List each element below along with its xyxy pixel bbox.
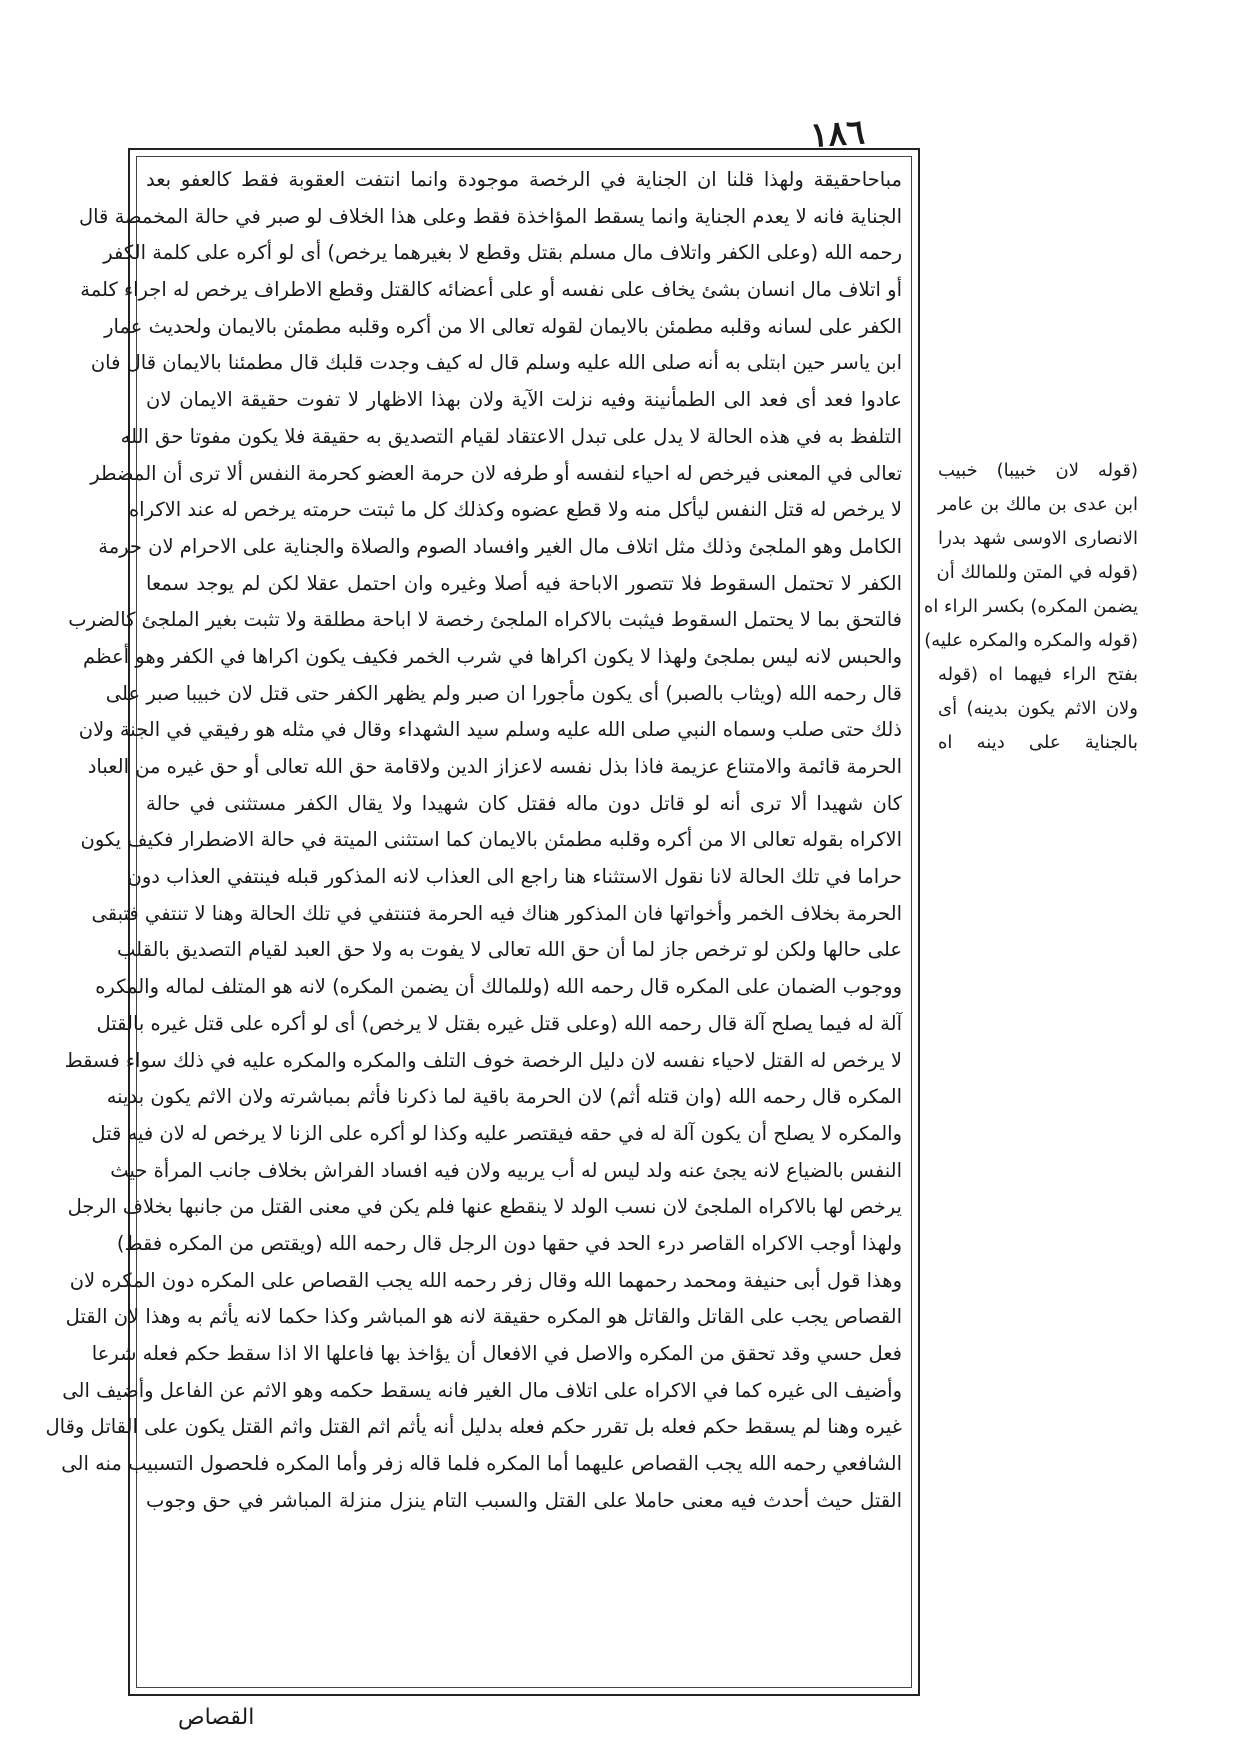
text-line: النفس بالضياع لانه يجئ عنه ولد ليس له أب يربيه ولان فيه افساد الفراش بخلاف جانب المرأة حيث <box>110 1158 902 1182</box>
text-line: الحرمة قائمة والامتناع عزيمة فاذا بذل نفسه لاعزاز الدين ولاقامة حق الله تعالى أو حق غيره من العباد <box>87 755 902 778</box>
text-line: الكفر على لسانه وقلبه مطمئن بالايمان لقوله تعالى الا من أكره وقلبه مطمئن بالايمان ولحديث عمار <box>104 314 902 338</box>
text-line: آلة له فيما يصلح آلة قال رحمه الله (وعلى قتل غيره بقتل لا يرخص) أى لو أكره على قتل غيره بالقتل <box>96 1011 902 1035</box>
margin-note-line: (قوله والمكره والمكره عليه) <box>924 630 1138 651</box>
margin-note-line: بفتح الراء فيهما اه (قوله <box>938 664 1138 685</box>
margin-note-line: (قوله في المتن وللمالك أن <box>936 562 1138 583</box>
text-line: القتل حيث أحدث فيه معنى حاملا على القتل والسبب التام ينزل منزلة المباشر في حق وجوب <box>146 1488 902 1512</box>
margin-note-line: بالجناية على دينه اه <box>938 732 1138 753</box>
text-line: الكامل وهو الملجئ وذلك مثل اتلاف مال الغير وافساد الصوم والصلاة والجناية على الاحرام لان حرمة <box>98 534 902 558</box>
text-line: الاكراه بقوله تعالى الا من أكره وقلبه مطمئن بالايمان كما استثنى الميتة في حالة الاضطرار فكيف يكون <box>80 828 902 852</box>
text-line: يرخص لها بالاكراه الملجئ لان نسب الولد لا ينقطع عنها فلم يكن في معنى القتل من جانبها بخلاف الرجل <box>67 1195 902 1219</box>
text-line: ابن ياسر حين ابتلى به أنه صلى الله عليه وسلم قال له كيف وجدت قلبك قال مطمئنا بالايمان قال فان <box>90 351 902 375</box>
text-line: مباحاحقيقة ولهذا قلنا ان الجناية في الرخصة موجودة وانما انتفت العقوبة فقط كالعفو بعد <box>146 168 902 191</box>
text-line: ووجوب الضمان على المكره قال رحمه الله (وللمالك أن يضمن المكره) لانه هو المتلف لماله والمكره <box>95 975 902 999</box>
text-line: ولهذا أوجب الاكراه القاصر درء الحد في حقها دون الرجل قال رحمه الله (ويقتص من المكره فقط) <box>116 1231 902 1255</box>
text-line: فالتحق بما لا يحتمل السقوط فيثبت بالاكراه الملجئ رخصة لا اباحة مطلقة ولا تثبت بغير الملجئ كالضرب <box>68 608 902 632</box>
text-line: أو اتلاف مال انسان بشئ يخاف على نفسه أو على أعضائه كالقتل وقطع الاطراف يرخص له اجراء كلمة <box>80 278 902 302</box>
text-line: والحبس لانه ليس بملجئ ولهذا لا يكون اكراها في شرب الخمر فكيف يكون اكراها في الكفر وهو أعظم <box>83 644 902 668</box>
page-number: ١٨٦ <box>808 112 867 156</box>
margin-note-line: ابن عدى بن مالك بن عامر <box>938 494 1138 515</box>
text-line: ذلك حتى صلب وسماه النبي صلى الله عليه وسلم سيد الشهداء وقال في مثله هو رفيقي في الجنة ولان <box>78 718 902 742</box>
margin-note-line: (قوله لان خبيبا) خبيب <box>938 460 1138 481</box>
margin-note-line: ولان الاثم يكون بدينه) أى <box>938 698 1138 719</box>
text-line: لا يرخص له القتل لاحياء نفسه لان دليل الرخصة خوف التلف والمكره والمكره عليه في ذلك سواء فسقط <box>64 1048 902 1072</box>
text-line: تعالى في المعنى فيرخص له احياء لنفسه أو طرفه لان حرمة العضو كحرمة النفس ألا ترى أن المضطر <box>90 461 902 485</box>
text-line: الكفر لا تحتمل السقوط فلا تتصور الاباحة فيه أصلا وغيره وان احتمل عقلا لكن لم يوجد سمعا <box>146 571 902 595</box>
text-line: وهذا قول أبى حنيفة ومحمد رحمهما الله وقال زفر رحمه الله يجب القصاص على المكره دون المكره لان <box>69 1268 902 1292</box>
text-line: حراما في تلك الحالة لانا نقول الاستثناء هنا راجع الى العذاب لانه المذكور قبله فينتفي العذاب دون <box>127 865 902 889</box>
text-line: رحمه الله (وعلى الكفر واتلاف مال مسلم بقتل وقطع لا بغيرهما يرخص) أى لو أكره على كلمة الكفر <box>103 241 902 265</box>
text-line: والمكره لا يصلح أن يكون آلة له في حقه فيقتصر عليه وكذا لو أكره على الزنا لا يرخص له لان فيه قتل <box>91 1121 902 1145</box>
main-text-block <box>45 162 902 1682</box>
text-line: المكره قال رحمه الله (وان قتله أثم) لان الحرمة باقية لما ذكرنا فأثم بمباشرته ولان الاثم يكون بدينه <box>106 1085 902 1109</box>
text-line: التلفظ به في هذه الحالة لا يدل على تبدل الاعتقاد لقيام التصديق به حقيقة فلا يكون مفوتا حق الله <box>120 424 902 448</box>
text-line: فعل حسي وقد تحقق من المكره والاصل في الافعال أن يؤاخذ بها فاعلها الا اذا سقط حكم فعله شرعا <box>91 1342 902 1365</box>
text-line: لا يرخص له قتل النفس ليأكل منه ولا قطع عضوه وكذلك كل ما ثبتت حرمته يرخص له عند الاكراه <box>128 498 902 522</box>
text-line: الشافعي رحمه الله يجب القصاص عليهما أما المكره فلما قاله زفر وأما المكره فلحصول التسبيب منه الى <box>61 1452 902 1476</box>
text-line: عادوا فعد أى فعد الى الطمأنينة وفيه نزلت الآية ولان بهذا الاظهار لا تفوت حقيقة الايمان لان <box>146 388 902 412</box>
margin-note-line: يضمن المكره) بكسر الراء اه <box>923 596 1138 617</box>
text-line: غيره وهنا لم يسقط حكم فعله بل تقرر حكم فعله بدليل أنه يأثم اثم القتل واثم القتل يكون على القاتل وقال <box>45 1415 902 1439</box>
catchword: القصاص <box>178 1705 255 1730</box>
text-line: كان شهيدا ألا ترى أنه لو قاتل دون ماله فقتل كان شهيدا ولا يقال الكفر مستثنى في حالة <box>146 791 902 815</box>
text-line: القصاص يجب على القاتل والقاتل هو المكره حقيقة لانه هو المباشر وكذا حكما لانه يأثم به وهذا لان القتل <box>65 1305 902 1329</box>
text-line: قال رحمه الله (ويثاب بالصبر) أى يكون مأجورا ان صبر ولم يظهر الكفر حتى قتل لان خبيبا صبر على <box>105 681 902 705</box>
text-line: الجناية فانه لا يعدم الجناية وانما يسقط المؤاخذة فقط وعلى هذا الخلاف لو صبر في حالة المخمصة قال <box>78 204 902 228</box>
margin-notes <box>923 454 1138 894</box>
text-line: الحرمة بخلاف الخمر وأخواتها فان المذكور هناك فيه الحرمة فتنتفي في تلك الحالة وهنا لا تنتفي فتبقى <box>91 901 902 925</box>
text-line: وأضيف الى غيره كما في الاكراه على اتلاف مال الغير فانه يسقط حكمه وهو الاثم عن الفاعل وأضيف الى <box>62 1378 902 1402</box>
text-line: على حالها ولكن لو ترخص جاز لما أن حق الله تعالى لا يفوت به ولا حق العبد لقيام التصديق بالقلب <box>117 938 902 962</box>
margin-note-line: الانصارى الاوسى شهد بدرا <box>938 528 1138 549</box>
